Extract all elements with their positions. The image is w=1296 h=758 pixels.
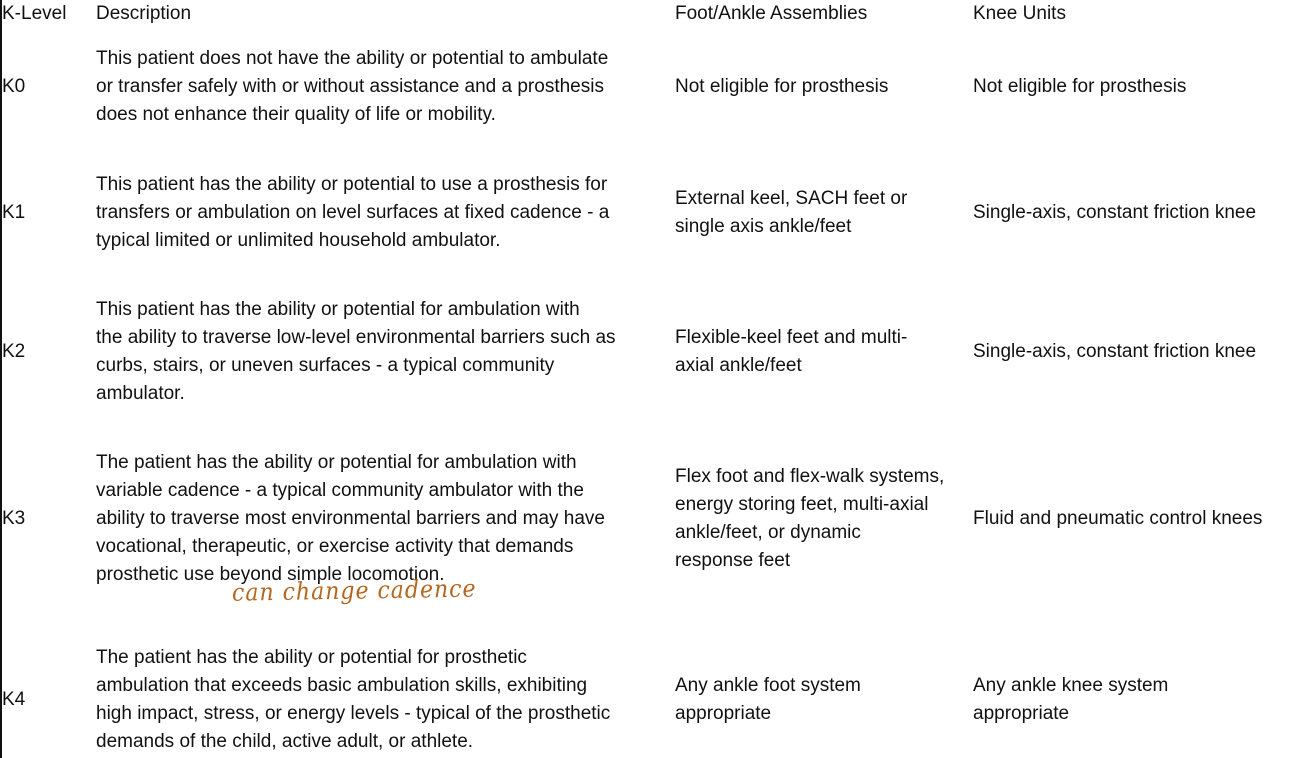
description-line: does not enhance their quality of life or mobility. <box>96 104 496 125</box>
row-k1-level: K1 <box>2 202 26 223</box>
row-k2-description <box>96 296 616 408</box>
knee-line: appropriate <box>973 703 1070 724</box>
row-k2-knee <box>973 338 1256 366</box>
header-description: Description <box>96 3 192 24</box>
row-k2-level: K2 <box>2 341 26 362</box>
description-line: curbs, stairs, or uneven surfaces - a typical community <box>96 355 555 376</box>
description-line: or transfer safely with or without assistance and a prosthesis <box>96 76 604 97</box>
description-line: prosthetic use beyond simple locomotion. <box>96 564 445 585</box>
description-line: typical limited or unlimited household ambulator. <box>96 230 501 251</box>
header-knee-units: Knee Units <box>973 3 1066 24</box>
row-k0-foot <box>675 73 888 101</box>
description-line: demands of the child, active adult, or athlete. <box>96 731 474 752</box>
row-k4-level: K4 <box>2 689 26 710</box>
description-line: The patient has the ability or potential for ambulation with <box>96 452 577 473</box>
foot-line: Any ankle foot system <box>675 675 861 696</box>
foot-line: response feet <box>675 550 791 571</box>
description-line: ambulator. <box>96 383 185 404</box>
description-line: This patient has the ability or potential for ambulation with <box>96 299 580 320</box>
description-line: transfers or ambulation on level surfaces at fixed cadence - a <box>96 202 610 223</box>
row-k3-foot <box>675 463 944 575</box>
row-k1-foot <box>675 185 907 241</box>
foot-line: Not eligible for prosthesis <box>675 76 889 97</box>
description-line: high impact, stress, or energy levels - typical of the prosthetic <box>96 703 611 724</box>
knee-line: Fluid and pneumatic control knees <box>973 508 1263 529</box>
foot-line: single axis ankle/feet <box>675 216 852 237</box>
row-k0-description <box>96 45 608 129</box>
description-line: The patient has the ability or potential for prosthetic <box>96 647 527 668</box>
foot-line: appropriate <box>675 703 772 724</box>
foot-line: Flex foot and flex-walk systems, <box>675 466 945 487</box>
knee-line: Single-axis, constant friction knee <box>973 341 1257 362</box>
description-line: ambulation that exceeds basic ambulation skills, exhibiting <box>96 675 588 696</box>
row-k1-knee <box>973 199 1256 227</box>
row-k4-knee <box>973 672 1168 728</box>
row-k3-description <box>96 449 605 589</box>
description-line: ability to traverse most environmental barriers and may have <box>96 508 606 529</box>
description-line: This patient does not have the ability or potential to ambulate <box>96 48 609 69</box>
header-klevel: K-Level <box>2 3 67 24</box>
description-line: the ability to traverse low-level environmental barriers such as <box>96 327 616 348</box>
foot-line: External keel, SACH feet or <box>675 188 908 209</box>
header-foot-ankle: Foot/Ankle Assemblies <box>675 3 868 24</box>
knee-line: Not eligible for prosthesis <box>973 76 1187 97</box>
row-k4-description <box>96 644 610 756</box>
row-k1-description <box>96 171 609 255</box>
foot-line: ankle/feet, or dynamic <box>675 522 861 543</box>
foot-line: energy storing feet, multi-axial <box>675 494 929 515</box>
row-k3-level: K3 <box>2 508 26 529</box>
description-line: vocational, therapeutic, or exercise activity that demands <box>96 536 574 557</box>
description-line: This patient has the ability or potential to use a prosthesis for <box>96 174 608 195</box>
knee-line: Single-axis, constant friction knee <box>973 202 1257 223</box>
knee-line: Any ankle knee system <box>973 675 1169 696</box>
row-k0-level: K0 <box>2 76 26 97</box>
row-k2-foot <box>675 324 907 380</box>
row-k0-knee <box>973 73 1186 101</box>
row-k3-knee <box>973 505 1262 533</box>
foot-line: Flexible-keel feet and multi- <box>675 327 908 348</box>
foot-line: axial ankle/feet <box>675 355 802 376</box>
left-border-line <box>0 0 2 758</box>
row-k4-foot <box>675 672 861 728</box>
handwritten-annotation: can change cadence <box>231 575 477 608</box>
description-line: variable cadence - a typical community ambulator with the <box>96 480 584 501</box>
